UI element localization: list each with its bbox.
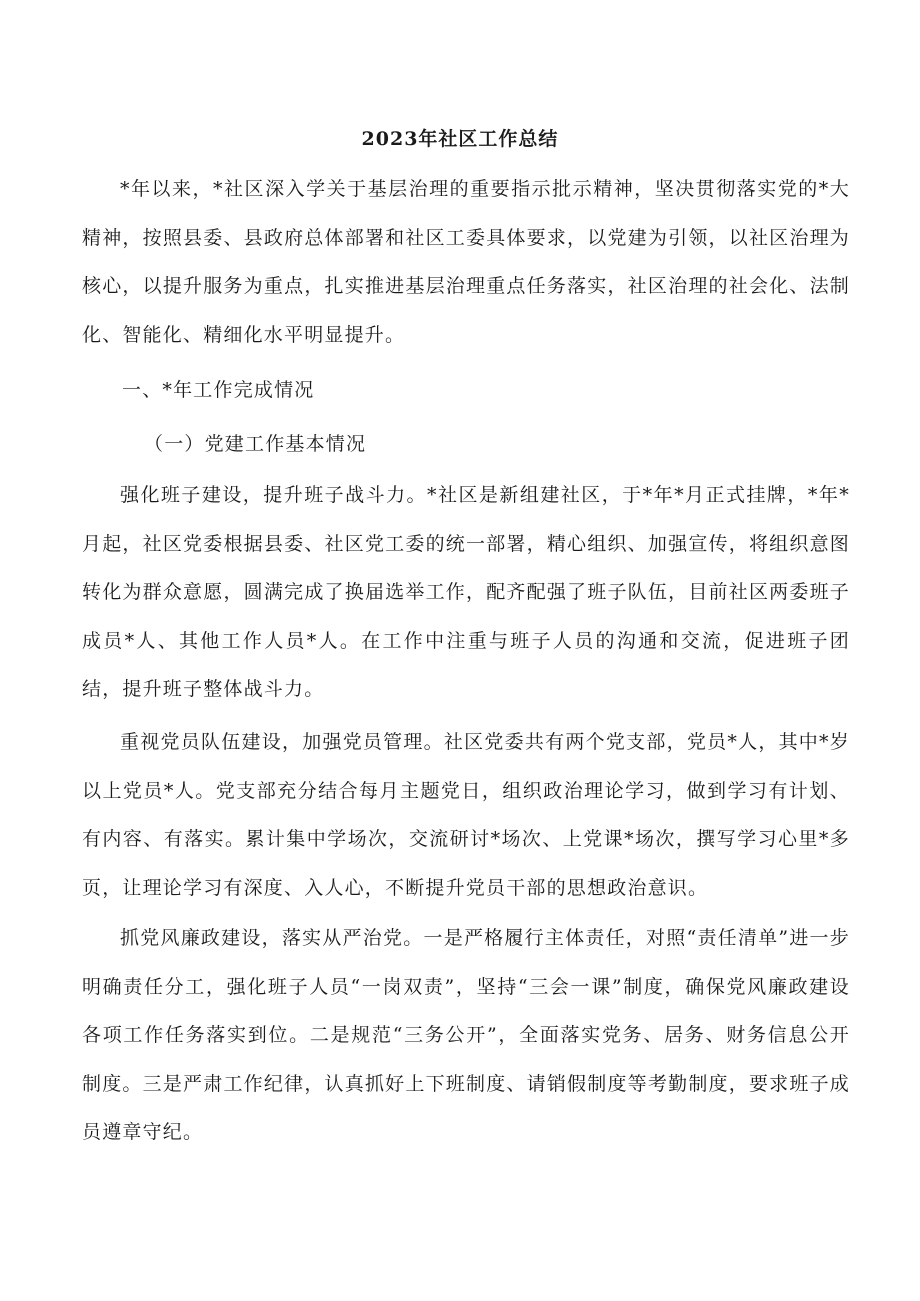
body-paragraph-2: 重视党员队伍建设，加强党员管理。社区党委共有两个党支部，党员*人，其中*岁以上党员*人。党支部充分结合每月主题党日，组织政治理论学习，做到学习有计划、有内容、有落实。累计集中学场次，交流研讨*场次、上党课*场次，撰写学习心里*多页，让理论学习有深度、入人心，不断提升党员干部的思想政治意识。 xyxy=(82,731,850,899)
body-paragraph-3: 抓党风廉政建设，落实从严治党。一是严格履行主体责任，对照“责任清单”进一步明确责任分工，强化班子人员“一岗双责”，坚持“三会一课”制度，确保党风廉政建设各项工作任务落实到位。二是规范“三务公开”，全面落实党务、居务、财务信息公开制度。三是严肃工作纪律，认真抓好上下班制度、请销假制度等考勤制度，要求班子成员遵章守纪。 xyxy=(82,927,850,1143)
document-title: 2023年社区工作总结 xyxy=(361,128,559,150)
intro-paragraph: *年以来，*社区深入学关于基层治理的重要指示批示精神，坚决贯彻落实党的*大精神，按照县委、县政府总体部署和社区工委具体要求，以党建为引领，以社区治理为核心，以提升服务为重点，扎实推进基层治理重点任务落实，社区治理的社会化、法制化、智能化、精细化水平明显提升。 xyxy=(82,178,850,346)
subsection-heading: （一）党建工作基本情况 xyxy=(144,433,367,455)
section-heading: 一、*年工作完成情况 xyxy=(122,379,315,401)
body-paragraph-1: 强化班子建设，提升班子战斗力。*社区是新组建社区，于*年*月正式挂牌，*年*月起，社区党委根据县委、社区党工委的统一部署，精心组织、加强宣传，将组织意图转化为群众意愿，圆满完成了换届选举工作，配齐配强了班子队伍，目前社区两委班子成员*人、其他工作人员*人。在工作中注重与班子人员的沟通和交流，促进班子团结，提升班子整体战斗力。 xyxy=(82,484,850,700)
